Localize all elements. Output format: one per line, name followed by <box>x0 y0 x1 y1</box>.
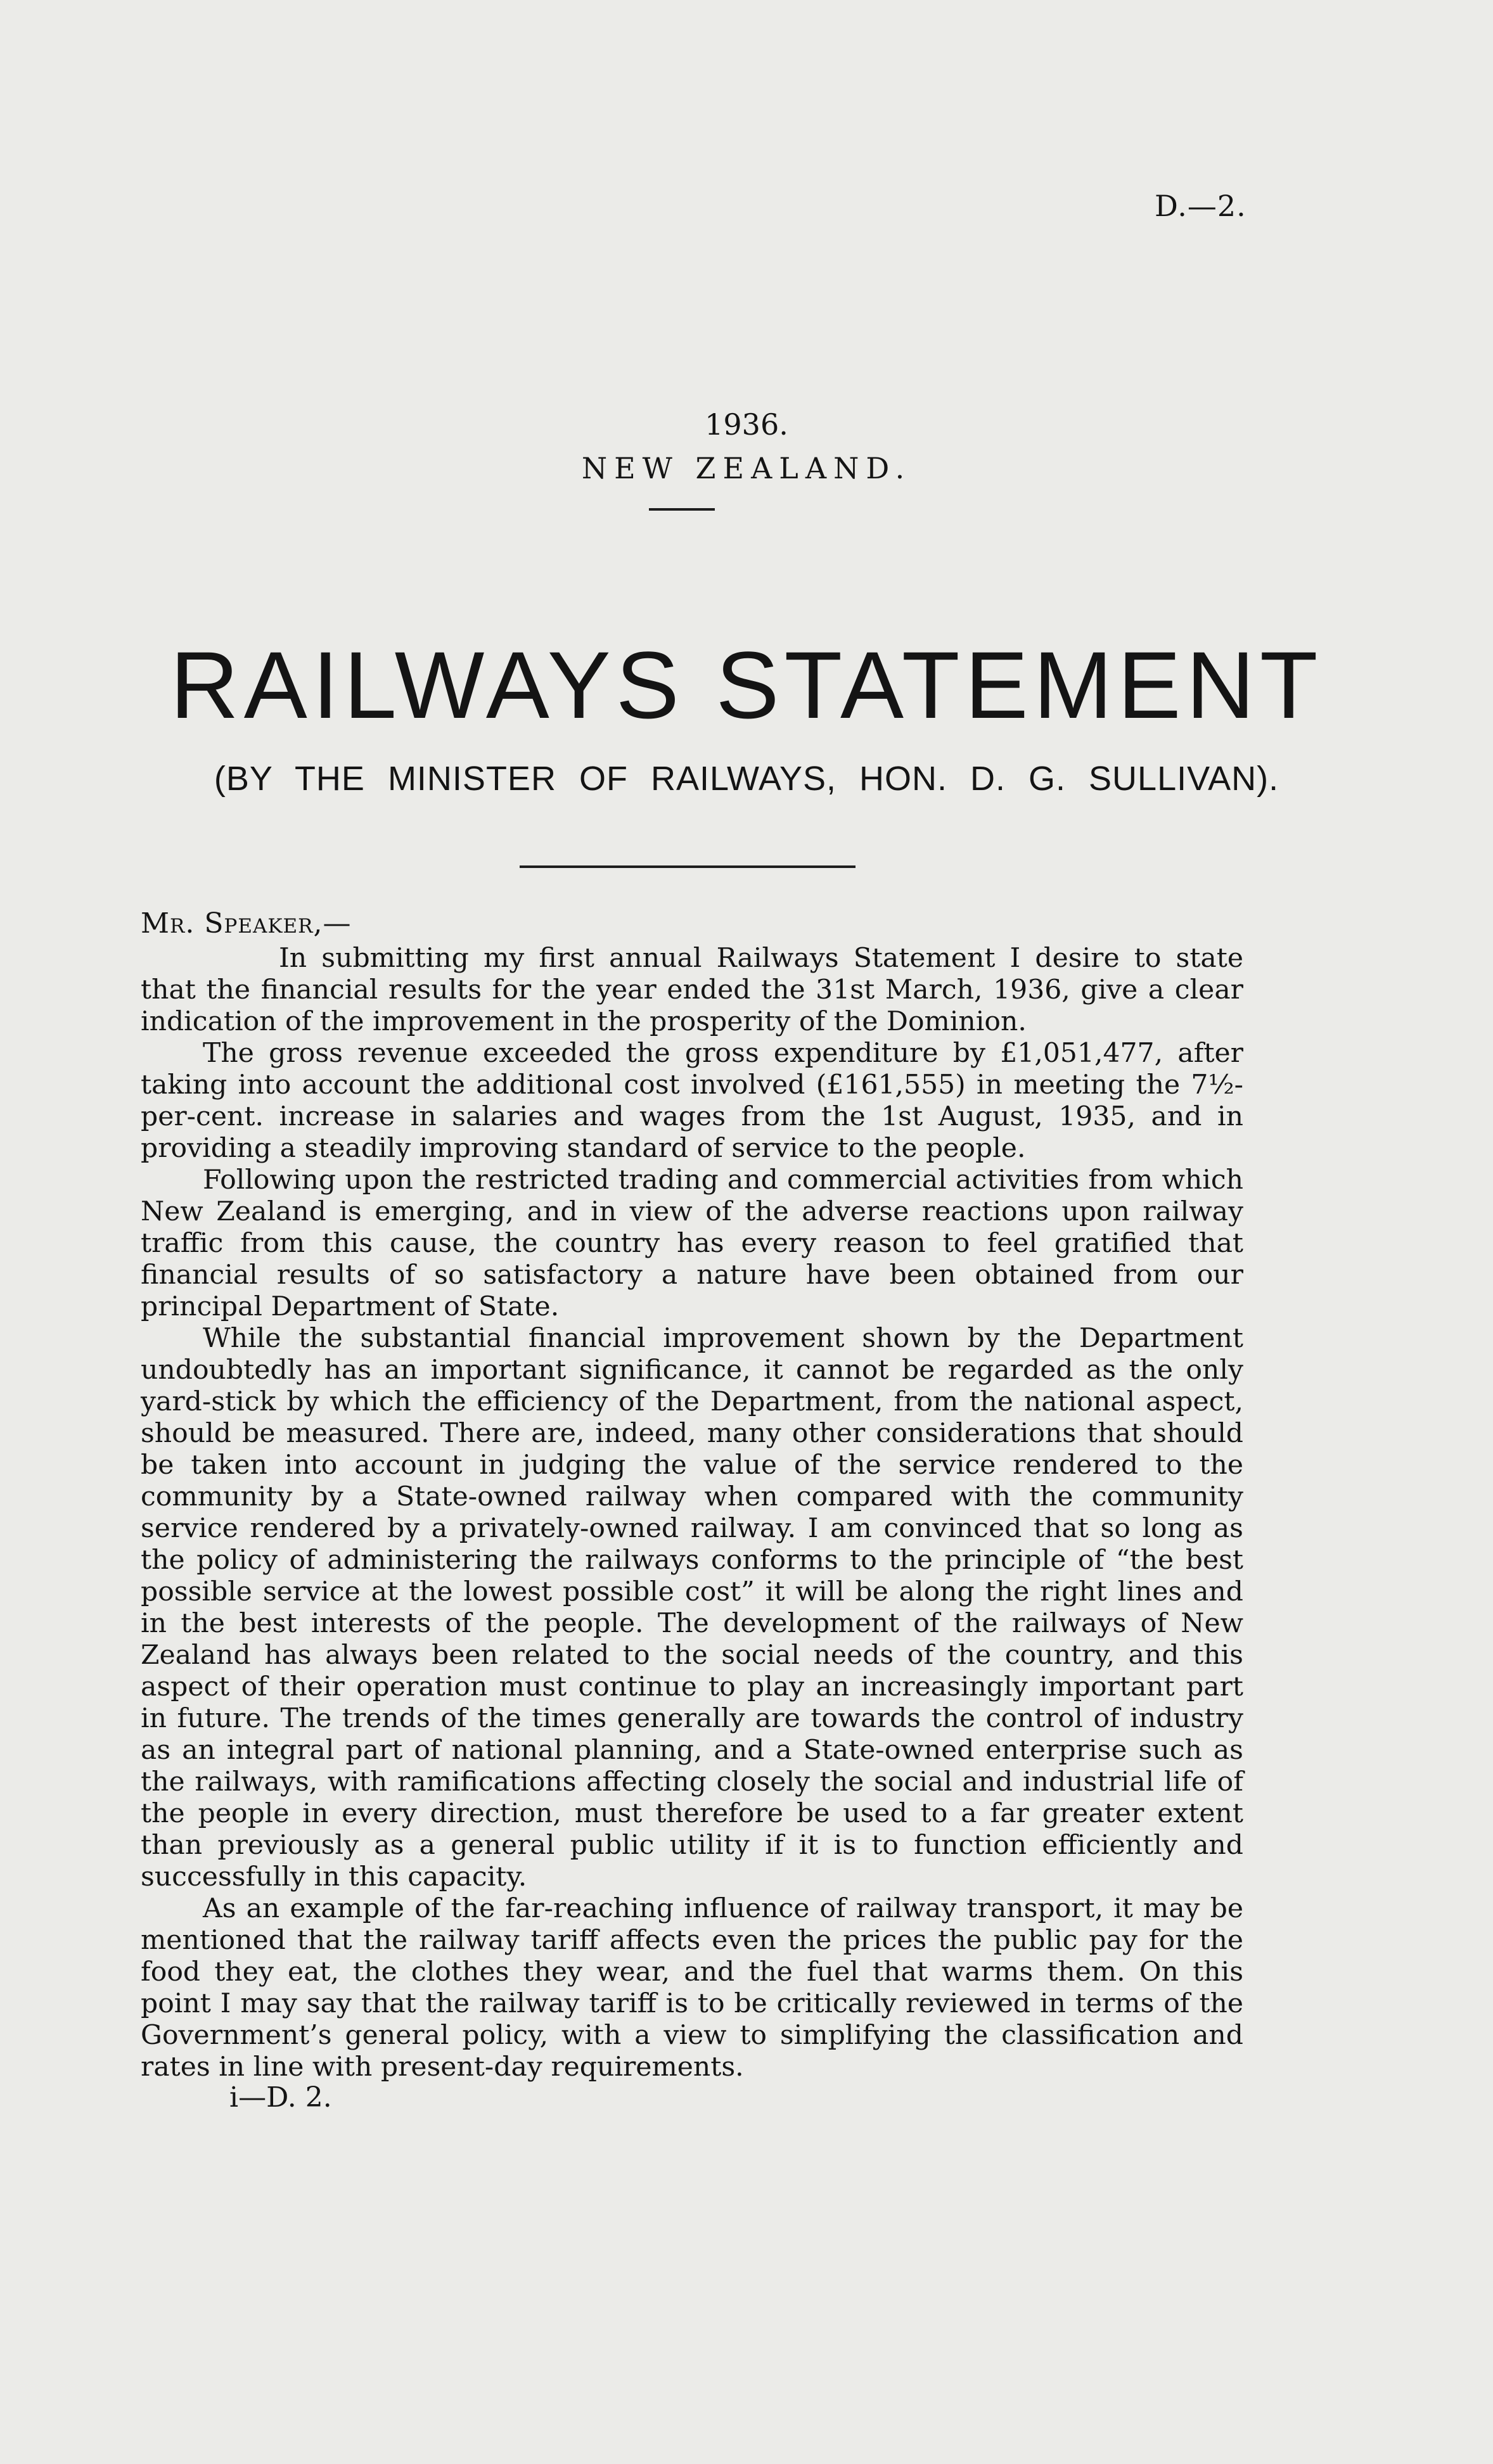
page-subtitle: (BY THE MINISTER OF RAILWAYS, HON. D. G. SULLIVAN). <box>214 760 1279 798</box>
signature-reference: i—D. 2. <box>229 2081 332 2114</box>
paragraph-1: In submitting my first annual Railways Statement I desire to state that the financial results for the year ended the 31st March, 1936, give a clear indication of the improvement in the prosperity of the Dominion. <box>141 943 1243 1037</box>
page-reference: D.—2. <box>1155 189 1246 223</box>
statement-body <box>141 943 1243 2083</box>
short-divider <box>649 508 715 511</box>
paragraph-2: The gross revenue exceeded the gross expenditure by £1,051,477, after taking into account the additional cost involved (£161,555) in meeting the 7½-per-cent. increase in salaries and wages from the 1st August, 1935, and in providing a steadily improving standard of service to the people. <box>141 1038 1243 1164</box>
page-title: RAILWAYS STATEMENT <box>170 632 1323 738</box>
country-heading: NEW ZEALAND. <box>581 451 912 485</box>
paragraph-4: While the substantial financial improvement shown by the Department undoubtedly has an important significance, it cannot be regarded as the only yard-stick by which the efficiency of the Department, from the national aspect, should be measured. There are, indeed, many other considerations that should be taken into account in judging the value of the service rendered to the community by a State-owned railway when compared with the community service rendered by a privately-owned railway. I am convinced that so long as the policy of administering the railways conforms to the principle of “the best possible service at the lowest possible cost” it will be along the right lines and in the best interests of the people. The development of the railways of New Zealand has always been related to the social needs of the country, and this aspect of their operation must continue to play an increasingly important part in future. The trends of the times generally are towards the control of industry as an integral part of national planning, and a State-owned enterprise such as the railways, with ramifications affecting closely the social and industrial life of the people in every direction, must therefore be used to a far greater extent than previously as a general public utility if it is to function efficiently and successfully in this capacity. <box>141 1323 1243 1893</box>
document-year: 1936. <box>705 407 788 442</box>
long-divider <box>520 865 855 868</box>
paragraph-5: As an example of the far-reaching influence of railway transport, it may be mentioned that the railway tariff affects even the prices the public pay for the food they eat, the clothes they wear, and the fuel that warms them. On this point I may say that the railway tariff is to be critically reviewed in terms of the Government’s general policy, with a view to simplifying the classification and rates in line with present-day requirements. <box>141 1893 1243 2083</box>
salutation: Mr. Speaker,— <box>141 907 352 940</box>
paragraph-3: Following upon the restricted trading and commercial activities from which New Zealand is emerging, and in view of the adverse reactions upon railway traffic from this cause, the country has every reason to feel gratified that financial results of so satisfactory a nature have been obtained from our principal Department of State. <box>141 1165 1243 1322</box>
